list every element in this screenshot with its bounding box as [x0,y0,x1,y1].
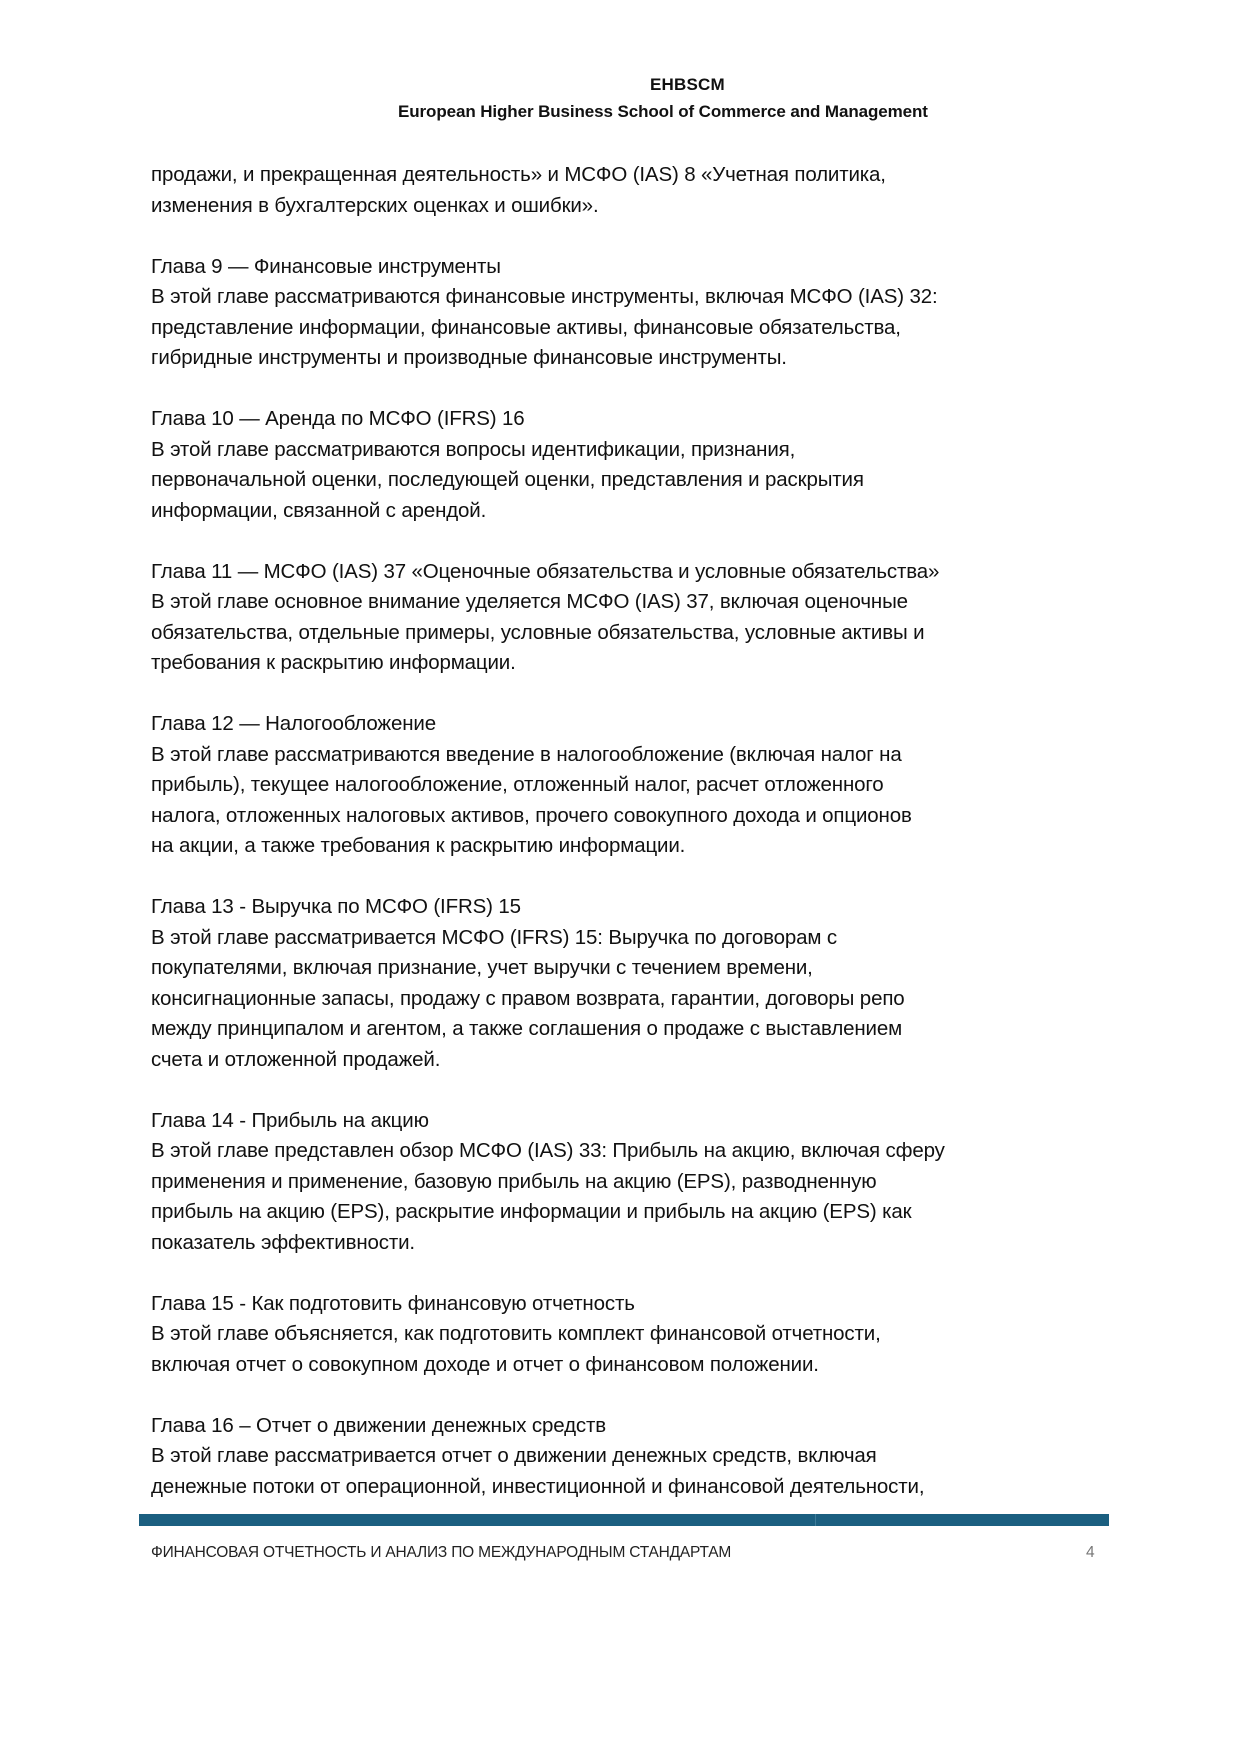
chapter-14 [151,1106,1111,1259]
header-abbreviation: EHBSCM [650,75,725,94]
body-line: счета и отложенной продажей. [151,1047,441,1071]
body-line: консигнационные запасы, продажу с правом возврата, гарантии, договоры репо [151,986,905,1010]
chapter-13 [151,892,1111,1075]
chapter-16 [151,1411,1111,1503]
body-line: В этой главе рассматриваются финансовые инструменты, включая МСФО (IAS) 32: [151,285,938,308]
body-line: продажи, и прекращенная деятельность» и МСФО (IAS) 8 «Учетная политика, [151,163,886,186]
chapter-title: Глава 9 — Финансовые инструменты [151,254,501,278]
body-line: налога, отложенных налоговых активов, прочего совокупного дохода и опционов [151,803,912,827]
chapter-9 [151,252,1111,374]
body-line: В этой главе рассматривается отчет о движении денежных средств, включая [151,1444,877,1467]
body-line: на акции, а также требования к раскрытию информации. [151,834,686,857]
footer-divider-bar [139,1514,1109,1526]
chapter-title: Глава 10 — Аренда по МСФО (IFRS) 16 [151,407,525,430]
body-line: представление информации, финансовые активы, финансовые обязательства, [151,315,901,339]
body-line: прибыль), текущее налогообложение, отложенный налог, расчет отложенного [151,773,884,796]
body-line: денежные потоки от операционной, инвестиционной и финансовой деятельности, [151,1474,925,1498]
body-line: требования к раскрытию информации. [151,651,516,674]
chapter-12 [151,709,1111,862]
body-line: В этой главе объясняется, как подготовить комплект финансовой отчетности, [151,1322,881,1345]
body-line: первоначальной оценки, последующей оценки, представления и раскрытия [151,468,864,491]
intro-paragraph [151,160,1111,221]
body-line: обязательства, отдельные примеры, условные обязательства, условные активы и [151,620,925,644]
body-line: показатель эффективности. [151,1230,415,1254]
body-line: покупателями, включая признание, учет выручки с течением времени, [151,956,813,979]
body-line: В этой главе рассматриваются введение в налогообложение (включая налог на [151,742,902,766]
body-line: применения и применение, базовую прибыль на акцию (EPS), разводненную [151,1169,877,1193]
footer-bar-separator [815,1514,816,1526]
chapter-15 [151,1289,1111,1381]
page-number: 4 [1086,1544,1095,1561]
body-line: В этой главе рассматривается МСФО (IFRS) 15: Выручка по договорам с [151,925,838,949]
body-line: прибыль на акцию (EPS), раскрытие информации и прибыль на акцию (EPS) как [151,1200,912,1223]
header-school-name: European Higher Business School of Commerce and Management [398,102,928,121]
chapter-title: Глава 11 — МСФО (IAS) 37 «Оценочные обязательства и условные обязательства» [151,559,940,583]
chapter-title: Глава 16 – Отчет о движении денежных средств [151,1413,606,1437]
body-line: В этой главе основное внимание уделяется МСФО (IAS) 37, включая оценочные [151,590,908,613]
body-line: В этой главе представлен обзор МСФО (IAS) 33: Прибыль на акцию, включая сферу [151,1139,945,1162]
body-line: гибридные инструменты и производные финансовые инструменты. [151,346,787,369]
body-line: В этой главе рассматриваются вопросы идентификации, признания, [151,437,796,461]
body-line: включая отчет о совокупном доходе и отчет о финансовом положении. [151,1352,819,1376]
chapter-10 [151,404,1111,526]
chapter-title: Глава 12 — Налогообложение [151,712,436,735]
chapter-11 [151,557,1111,679]
body-line: между принципалом и агентом, а также соглашения о продаже с выставлением [151,1017,903,1040]
chapter-title: Глава 15 - Как подготовить финансовую отчетность [151,1291,635,1315]
document-body [151,160,1111,1533]
footer-document-title: ФИНАНСОВАЯ ОТЧЕТНОСТЬ И АНАЛИЗ ПО МЕЖДУНАРОДНЫМ СТАНДАРТАМ [151,1544,732,1561]
chapter-title: Глава 14 - Прибыль на акцию [151,1108,429,1132]
body-line: информации, связанной с арендой. [151,498,487,522]
chapter-title: Глава 13 - Выручка по МСФО (IFRS) 15 [151,895,521,918]
body-line: изменения в бухгалтерских оценках и ошибки». [151,193,599,217]
